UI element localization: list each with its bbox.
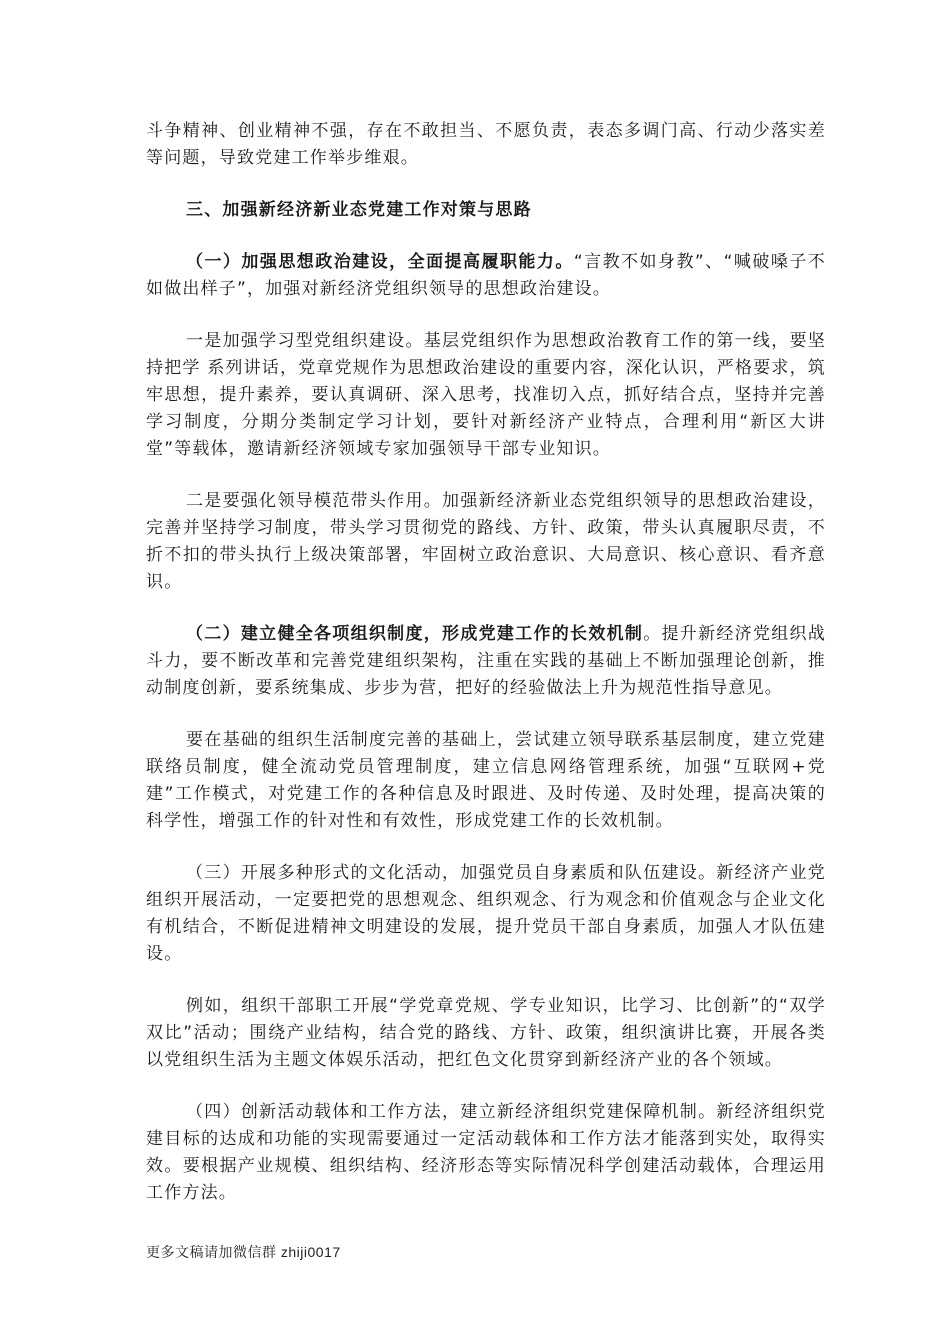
- subheading-2: （二）建立健全各项组织制度，形成党建工作的长效机制: [186, 624, 644, 644]
- section-heading-3: 三、加强新经济新业态党建工作对策与思路: [186, 200, 532, 220]
- subheading-1: （一）加强思想政治建设，全面提高履职能力。: [186, 252, 574, 272]
- paragraph-6: （三）开展多种形式的文化活动，加强党员自身素质和队伍建设。新经济产业党组织开展活动，一定要把党的思想观念、组织观念、行为观念和价值观念与企业文化有机结合，不断促进精神文明建设的发展，提升党员干部自身素质，加强人才队伍建设。: [146, 863, 826, 964]
- paragraph-7: 例如，组织干部职工开展“学党章党规、学专业知识，比学习、比创新”的“双学双比”活动；围绕产业结构，结合党的路线、方针、政策，组织演讲比赛，开展各类以党组织生活为主题文体娱乐活动，把红色文化贯穿到新经济产业的各个领域。: [146, 996, 826, 1070]
- paragraph-5: 要在基础的组织生活制度完善的基础上，尝试建立领导联系基层制度，建立党建联络员制度，健全流动党员管理制度，建立信息网络管理系统，加强“互联网+党建”工作模式，对党建工作的各种信息及时跟进、及时传递、及时处理，提高决策的科学性，增强工作的针对性和有效性，形成党建工作的长效机制。: [146, 730, 826, 831]
- paragraph-1-text: “言教不如身教”、“喊破嗓子不如做出样子”，加强对新经济党组织领导的思想政治建设。: [146, 252, 826, 299]
- paragraph-8: （四）创新活动载体和工作方法，建立新经济组织党建保障机制。新经济组织党建目标的达成和功能的实现需要通过一定活动载体和工作方法才能落到实处，取得实效。要根据产业规模、组织结构、经济形态等实际情况科学创建活动载体，合理运用工作方法。: [146, 1102, 826, 1203]
- paragraph-3: 二是要强化领导模范带头作用。加强新经济新业态党组织领导的思想政治建设，完善并坚持学习制度，带头学习贯彻党的路线、方针、政策，带头认真履职尽责，不折不扣的带头执行上级决策部署，牢固树立政治意识、大局意识、核心意识、看齐意识。: [146, 491, 826, 592]
- paragraph-4-text: 。提升新经济党组织战斗力，要不断改革和完善党建组织架构，注重在实践的基础上不断加强理论创新，推动制度创新，要系统集成、步步为营，把好的经验做法上升为规范性指导意见。: [146, 624, 827, 698]
- document-body: [146, 118, 826, 1232]
- paragraph-1: [146, 249, 826, 303]
- paragraph-4: [146, 621, 826, 702]
- paragraph-continuation: 斗争精神、创业精神不强，存在不敢担当、不愿负责，表态多调门高、行动少落实差等问题，导致党建工作举步维艰。: [146, 121, 826, 168]
- paragraph-2: 一是加强学习型党组织建设。基层党组织作为思想政治教育工作的第一线，要坚持把学 系列讲话，党章党规作为思想政治建设的重要内容，深化认识，严格要求，筑牢思想，提升素养，要认真调研、深入思考，找准切入点，抓好结合点，坚持并完善学习制度，分期分类制定学习计划，要针对新经济产业特点，合理利用“新区大讲堂”等载体，邀请新经济领域专家加强领导干部专业知识。: [146, 331, 827, 459]
- page-footer: 更多文稿请加微信群 zhiji0017: [146, 1244, 341, 1260]
